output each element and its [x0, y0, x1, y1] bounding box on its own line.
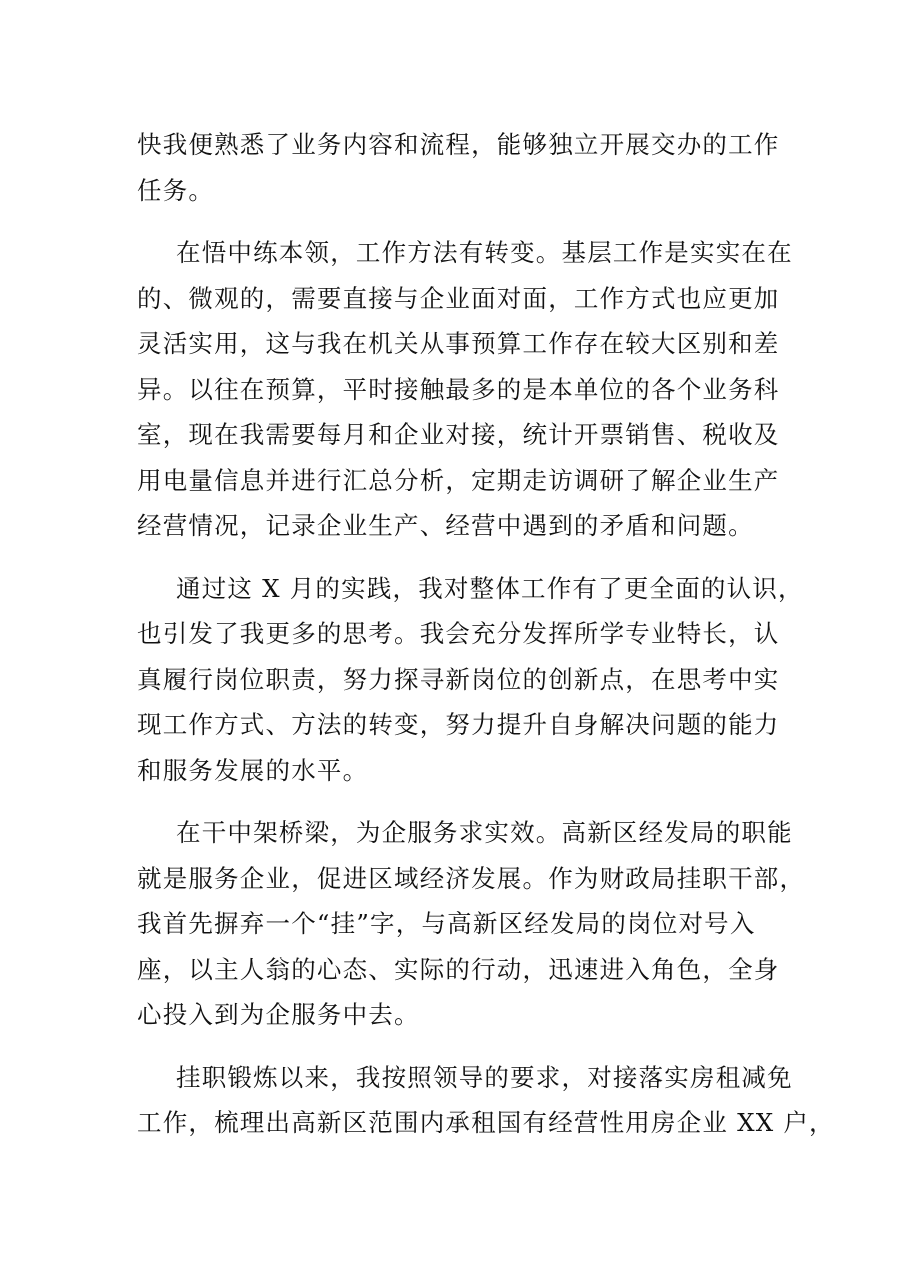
paragraph-5 — [137, 1055, 835, 1146]
text-line: 的、微观的，需要直接与企业面对面，工作方式也应更加 — [137, 283, 780, 313]
text-line: 室，现在我需要每月和企业对接，统计开票销售、税收及 — [137, 420, 780, 449]
document-body — [137, 122, 835, 1163]
paragraph-4 — [137, 810, 806, 1038]
text-line: 快我便熟悉了业务内容和流程，能够独立开展交办的工作 — [137, 130, 780, 159]
text-line: 真履行岗位职责，努力探寻新岗位的创新点，在思考中实 — [137, 664, 780, 694]
text-line: 灵活实用，这与我在机关从事预算工作存在较大区别和差 — [137, 329, 780, 358]
text-line: 挂职锻炼以来，我按照领导的要求，对接落实房租减免 — [176, 1062, 793, 1092]
paragraph-2 — [137, 230, 793, 549]
text-line: 心投入到为企服务中去。 — [137, 1000, 420, 1029]
text-line: 也引发了我更多的思考。我会充分发挥所学专业特长，认 — [137, 619, 780, 648]
text-line: 现工作方式、方法的转变，努力提升自身解决问题的能力 — [137, 710, 780, 739]
text-line: 用电量信息并进行汇总分析，定期走访调研了解企业生产 — [137, 465, 780, 495]
text-line: 在悟中练本领，工作方法有转变。基层工作是实实在在 — [176, 238, 793, 267]
text-line: 座，以主人翁的心态、实际的行动，迅速进入角色，全身 — [137, 954, 780, 984]
text-line: 经营情况，记录企业生产、经营中遇到的矛盾和问题。 — [137, 511, 754, 540]
text-line: 通过这 X 月的实践，我对整体工作有了更全面的认识， — [176, 573, 804, 603]
text-line: 和服务发展的水平。 — [137, 755, 369, 785]
paragraph-1 — [137, 122, 780, 213]
text-line: 任务。 — [137, 175, 215, 205]
text-line: 在干中架桥梁，为企服务求实效。高新区经发局的职能 — [176, 818, 793, 847]
text-line: 工作，梳理出高新区范围内承租国有经营性用房企业 XX 户， — [137, 1108, 835, 1137]
text-line: 就是服务企业，促进区域经济发展。作为财政局挂职干部， — [137, 863, 806, 893]
text-line: 异。以往在预算，平时接触最多的是本单位的各个业务科 — [137, 374, 780, 404]
text-line: 我首先摒弃一个“挂”字，与高新区经发局的岗位对号入 — [137, 909, 756, 938]
paragraph-3 — [137, 566, 804, 794]
